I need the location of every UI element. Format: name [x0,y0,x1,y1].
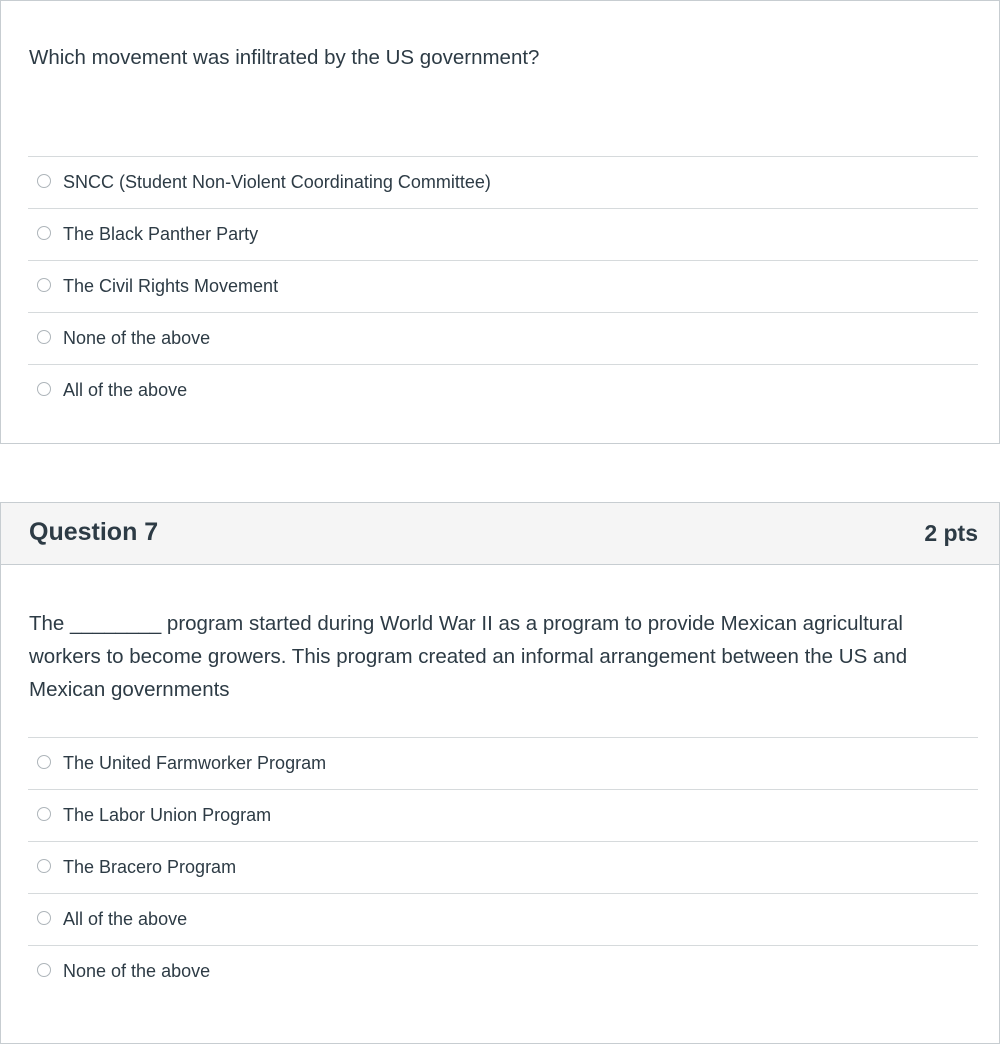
radio-button[interactable] [37,330,51,344]
radio-button[interactable] [37,755,51,769]
answer-option[interactable] [28,945,978,997]
radio-button[interactable] [37,963,51,977]
answer-option[interactable] [28,737,978,789]
answer-label[interactable]: The Labor Union Program [63,805,272,825]
answer-option[interactable] [28,364,978,416]
question-header [1,503,999,565]
question-7-text: The ________ program started during World War II as a program to provide Mexican agricultural workers to become growers. This program created an informal arrangement between the US and Mexican governments [29,612,908,701]
question-6-card [0,0,1000,444]
radio-button[interactable] [37,174,51,188]
question-6-text: Which movement was infiltrated by the US government? [29,46,540,69]
question-points: 2 pts [924,520,978,546]
answer-option[interactable] [28,789,978,841]
radio-button[interactable] [37,382,51,396]
question-title: Question 7 [29,518,159,546]
answer-option[interactable] [28,893,978,945]
answer-label[interactable]: The United Farmworker Program [63,753,327,773]
answer-label[interactable]: All of the above [63,909,188,929]
answer-option[interactable] [28,312,978,364]
answer-label[interactable]: All of the above [63,380,188,400]
radio-button[interactable] [37,278,51,292]
answer-option[interactable] [28,208,978,260]
radio-button[interactable] [37,859,51,873]
answer-option[interactable] [28,841,978,893]
question-6-answers [28,156,978,416]
radio-button[interactable] [37,807,51,821]
answer-label[interactable]: The Bracero Program [63,857,237,877]
radio-button[interactable] [37,911,51,925]
answer-label[interactable]: The Civil Rights Movement [63,276,279,296]
question-7-card [0,502,1000,1044]
radio-button[interactable] [37,226,51,240]
answer-label[interactable]: The Black Panther Party [63,224,259,244]
answer-option[interactable] [28,260,978,312]
answer-label[interactable]: None of the above [63,961,211,981]
answer-option[interactable] [28,156,978,208]
question-7-answers [28,737,978,997]
answer-label[interactable]: None of the above [63,328,211,348]
answer-label[interactable]: SNCC (Student Non-Violent Coordinating Committee) [63,172,491,192]
